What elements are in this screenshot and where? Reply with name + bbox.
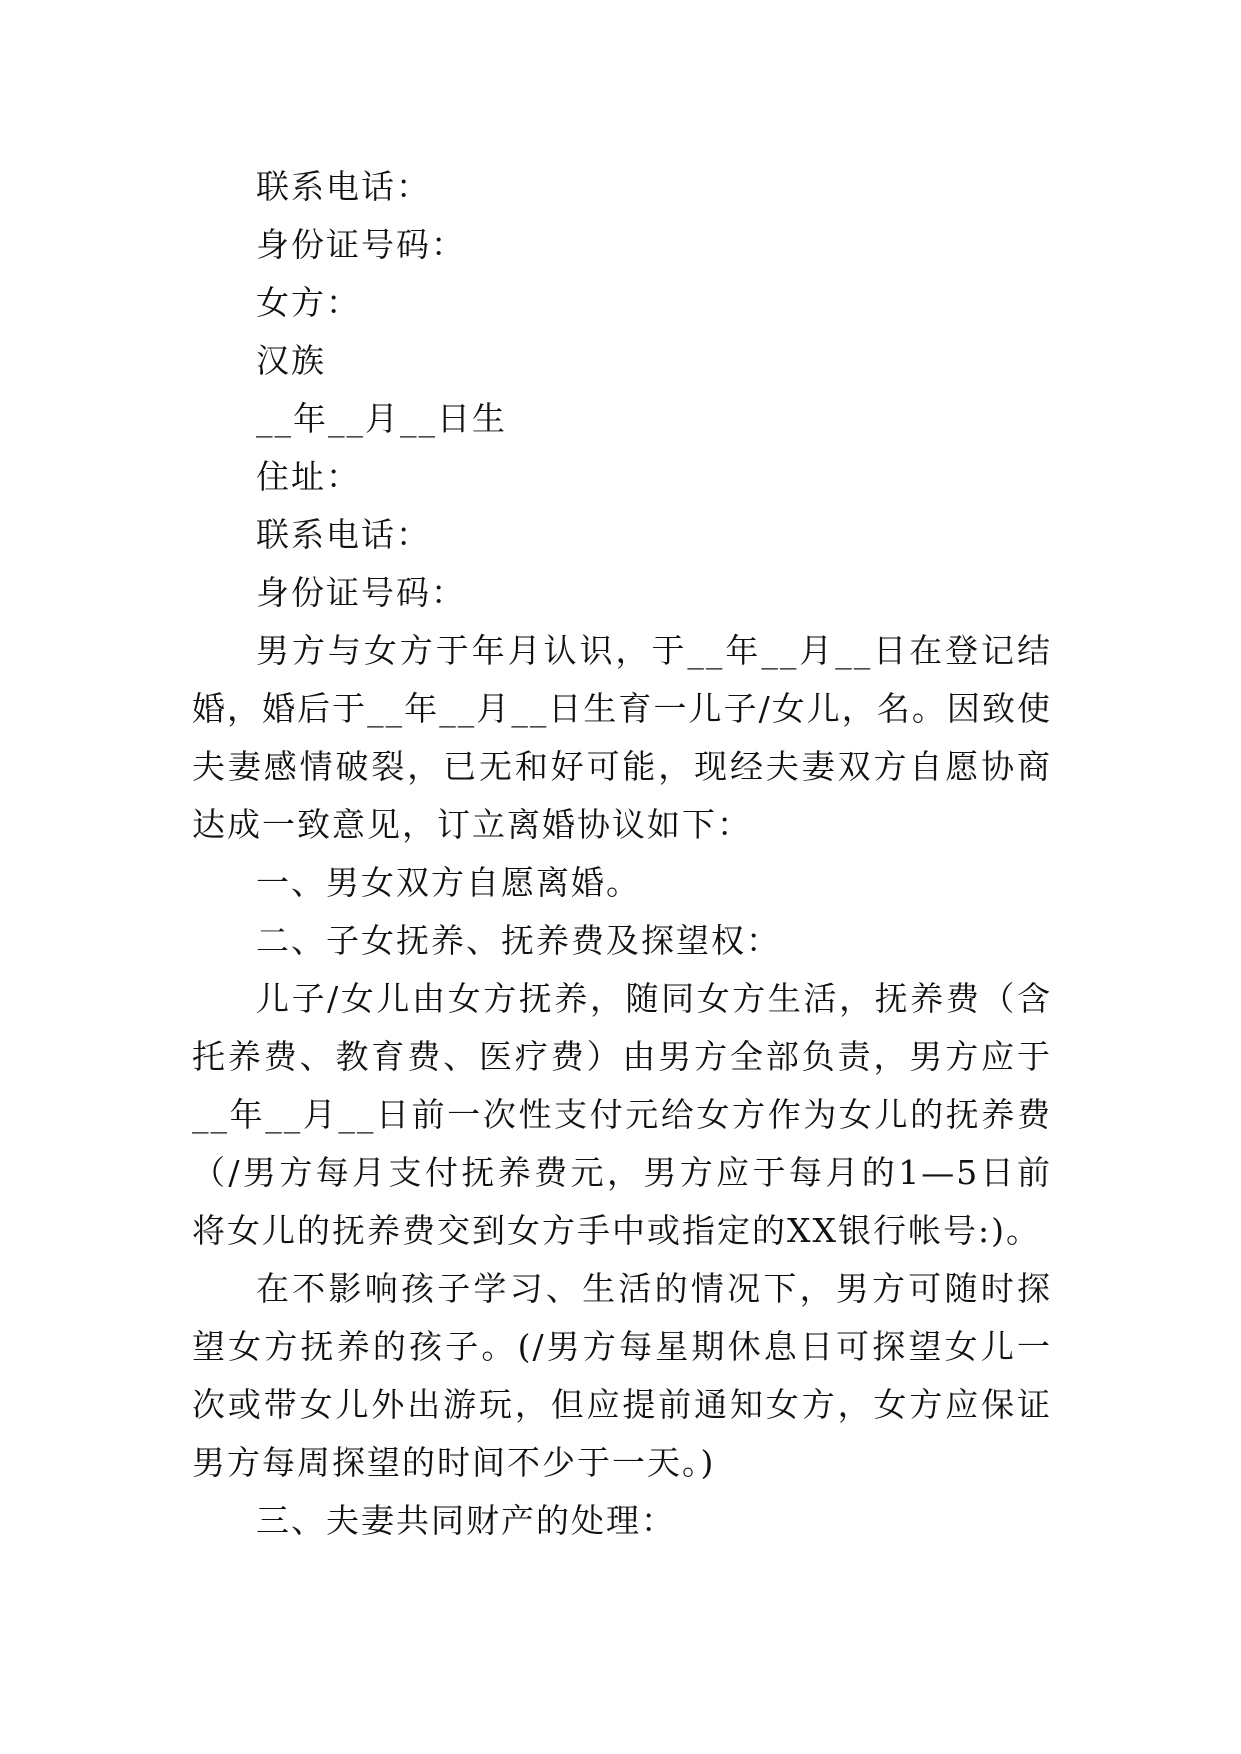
ethnicity-label: 汉族 <box>256 341 326 380</box>
clause-three-heading: 三、夫妻共同财产的处理： <box>256 1501 676 1540</box>
id-number-label: 身份证号码： <box>256 225 466 264</box>
phone-label-female: 联系电话： <box>256 515 431 554</box>
child-support-paragraph: 儿子/女儿由女方抚养，随同女方生活，抚养费（含托养费、教育费、医疗费）由男方全部负责，男方应于__年__月__日前一次性支付元给女方作为女儿的抚养费（/男方每月支付抚养费元，男方应于每月的1—5日前将女儿的抚养费交到女方手中或指定的XX银行帐号:)。 <box>192 979 1052 1250</box>
visitation-paragraph: 在不影响孩子学习、生活的情况下，男方可随时探望女方抚养的孩子。(/男方每星期休息日可探望女儿一次或带女儿外出游玩，但应提前通知女方，女方应保证男方每周探望的时间不少于一天。) <box>192 1269 1052 1482</box>
document-body <box>192 158 1052 1550</box>
female-party-label: 女方： <box>256 283 361 322</box>
clause-one: 一、男女双方自愿离婚。 <box>256 863 641 902</box>
marriage-background-paragraph: 男方与女方于年月认识，于__年__月__日在登记结婚，婚后于__年__月__日生育一儿子/女儿，名。因致使夫妻感情破裂，已无和好可能，现经夫妻双方自愿协商达成一致意见，订立离婚协议如下： <box>192 631 1052 844</box>
id-number-label-female: 身份证号码： <box>256 573 466 612</box>
clause-two-heading: 二、子女抚养、抚养费及探望权： <box>256 921 781 960</box>
address-label: 住址： <box>256 457 361 496</box>
phone-label: 联系电话： <box>256 167 431 206</box>
birth-date-label: __年__月__日生 <box>256 399 507 438</box>
